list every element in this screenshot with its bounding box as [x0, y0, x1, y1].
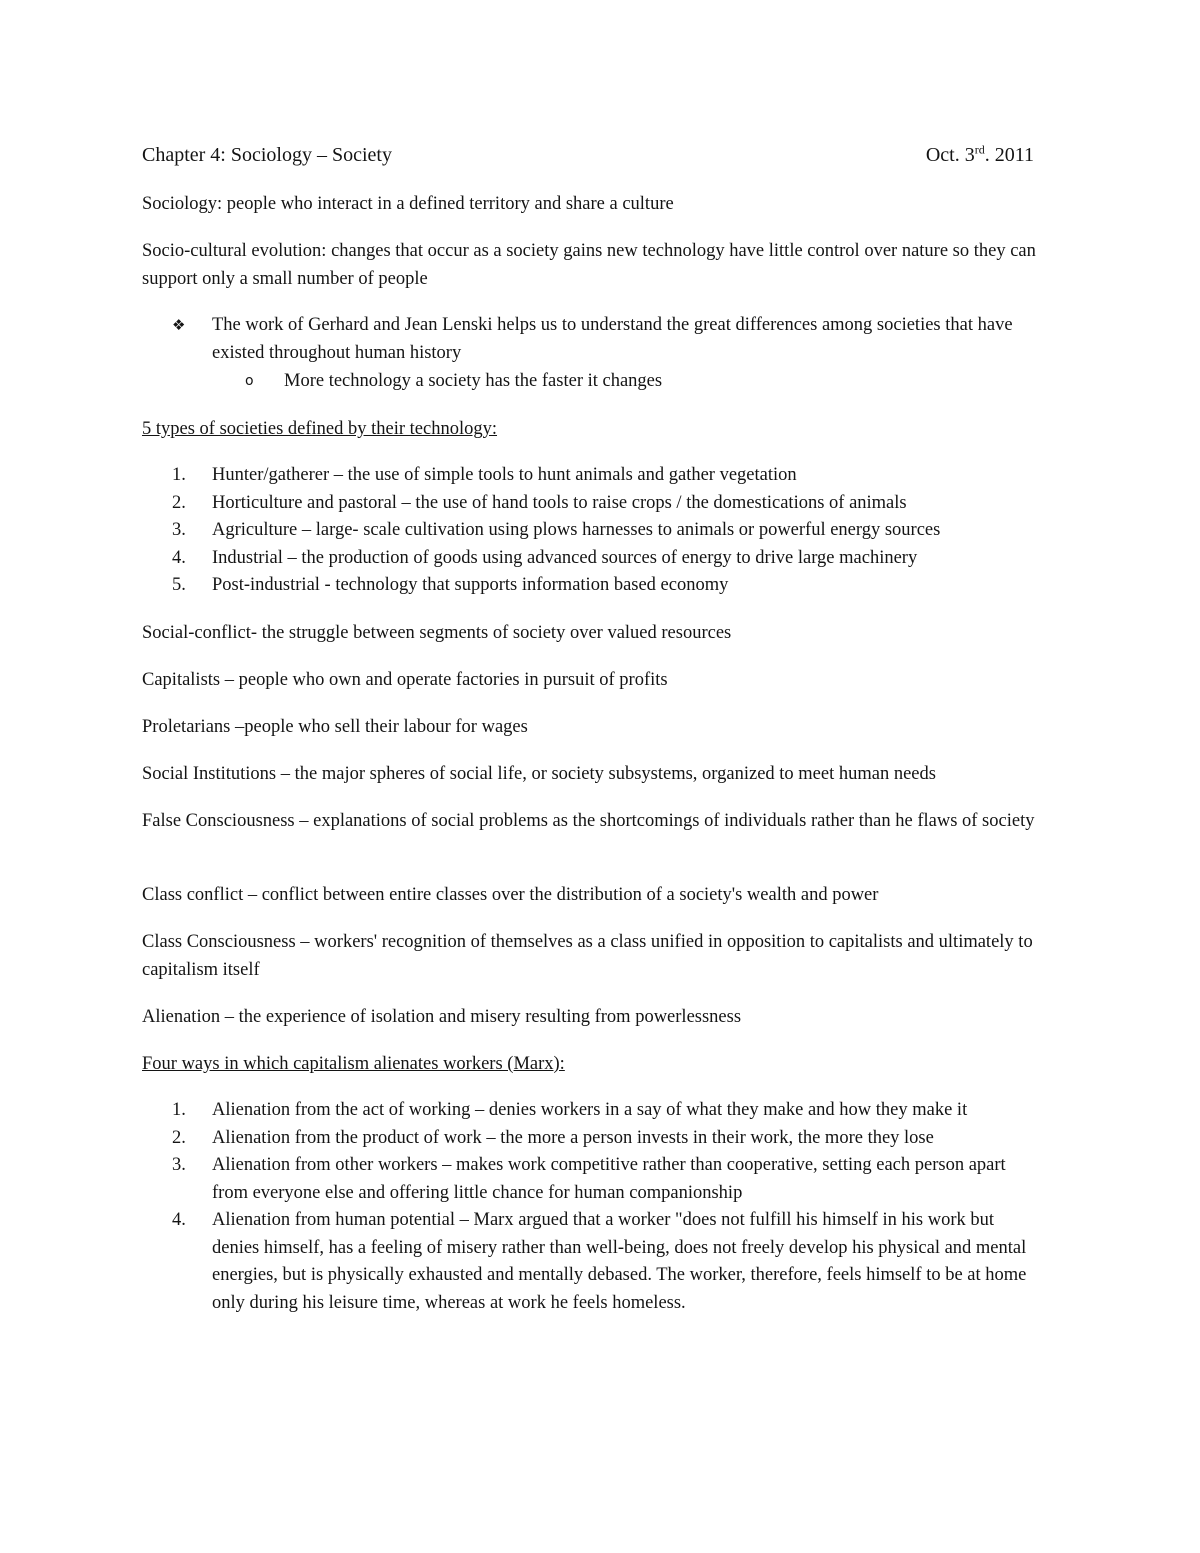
- term-alienation: Alienation – the experience of isolation and misery resulting from powerlessness: [142, 1007, 742, 1027]
- marx-heading: Four ways in which capitalism alienates workers (Marx):: [142, 1054, 565, 1074]
- date-superscript: rd: [974, 142, 985, 157]
- date-label: Oct. 3rd. 2011: [925, 142, 1034, 166]
- term-false-consciousness: False Consciousness – explanations of social problems as the shortcomings of individuals rather than he flaws of society: [142, 811, 1035, 831]
- header-row: [142, 142, 1034, 172]
- lenski-bullet-list: [142, 312, 1047, 367]
- sub-item-text: More technology a society has the faster it changes: [284, 371, 663, 391]
- list-item: 1. Hunter/gatherer – the use of simple tools to hunt animals and gather vegetation: [172, 465, 797, 485]
- term-social-conflict: Social-conflict- the struggle between segments of society over valued resources: [142, 623, 732, 643]
- list-item: 1. Alienation from the act of working – denies workers in a say of what they make and how they make it: [172, 1100, 968, 1120]
- list-item: 3. Alienation from other workers – makes work competitive rather than cooperative, setting each person apart from everyone else and offering little chance for human companionship: [172, 1155, 1006, 1203]
- circle-bullet-icon: o: [245, 373, 254, 389]
- list-item: 4. Industrial – the production of goods using advanced sources of energy to drive large machinery: [172, 547, 918, 568]
- list-item: 3. Agriculture – large- scale cultivation using plows harnesses to animals or powerful energy sources: [172, 520, 941, 540]
- types-heading: 5 types of societies defined by their technology:: [142, 419, 498, 439]
- society-types-list: [142, 462, 1067, 600]
- list-item: 2. Alienation from the product of work – the more a person invests in their work, the more they lose: [172, 1127, 934, 1148]
- term-capitalists: Capitalists – people who own and operate factories in pursuit of profits: [142, 670, 668, 690]
- diamond-star-bullet-icon: ❖: [172, 316, 186, 334]
- list-item: 2. Horticulture and pastoral – the use of hand tools to raise crops / the domestications of animals: [172, 492, 907, 513]
- definition-socio-cultural-evolution: Socio-cultural evolution: changes that occur as a society gains new technology have little control over nature so they can support only a small number of people: [142, 241, 1036, 289]
- term-proletarians: Proletarians –people who sell their labour for wages: [142, 717, 528, 737]
- list-item: ❖ The work of Gerhard and Jean Lenski helps us to understand the great differences among societies that have existed throughout human history: [142, 312, 1047, 367]
- list-item: 5. Post-industrial - technology that supports information based economy: [172, 575, 729, 595]
- term-class-consciousness: Class Consciousness – workers' recognition of themselves as a class unified in opposition to capitalists and ultimately to capitalism itself: [142, 932, 1033, 980]
- term-class-conflict: Class conflict – conflict between entire classes over the distribution of a society's wealth and power: [142, 885, 879, 905]
- definition-sociology: Sociology: people who interact in a defined territory and share a culture: [142, 194, 674, 214]
- list-item: 4. Alienation from human potential – Marx argued that a worker "does not fulfill his himself in his work but denies himself, has a feeling of misery rather than well-being, does not freely develop his physical and mental energies, but is physically exhausted and mentally debased. The worker, therefore, feels himself to be at home only during his leisure time, whereas at work he feels homeless.: [172, 1210, 1027, 1313]
- marx-alienation-list: [142, 1097, 1067, 1317]
- term-social-institutions: Social Institutions – the major spheres of social life, or society subsystems, organized to meet human needs: [142, 764, 936, 784]
- page-title: Chapter 4: Sociology – Society: [142, 144, 392, 166]
